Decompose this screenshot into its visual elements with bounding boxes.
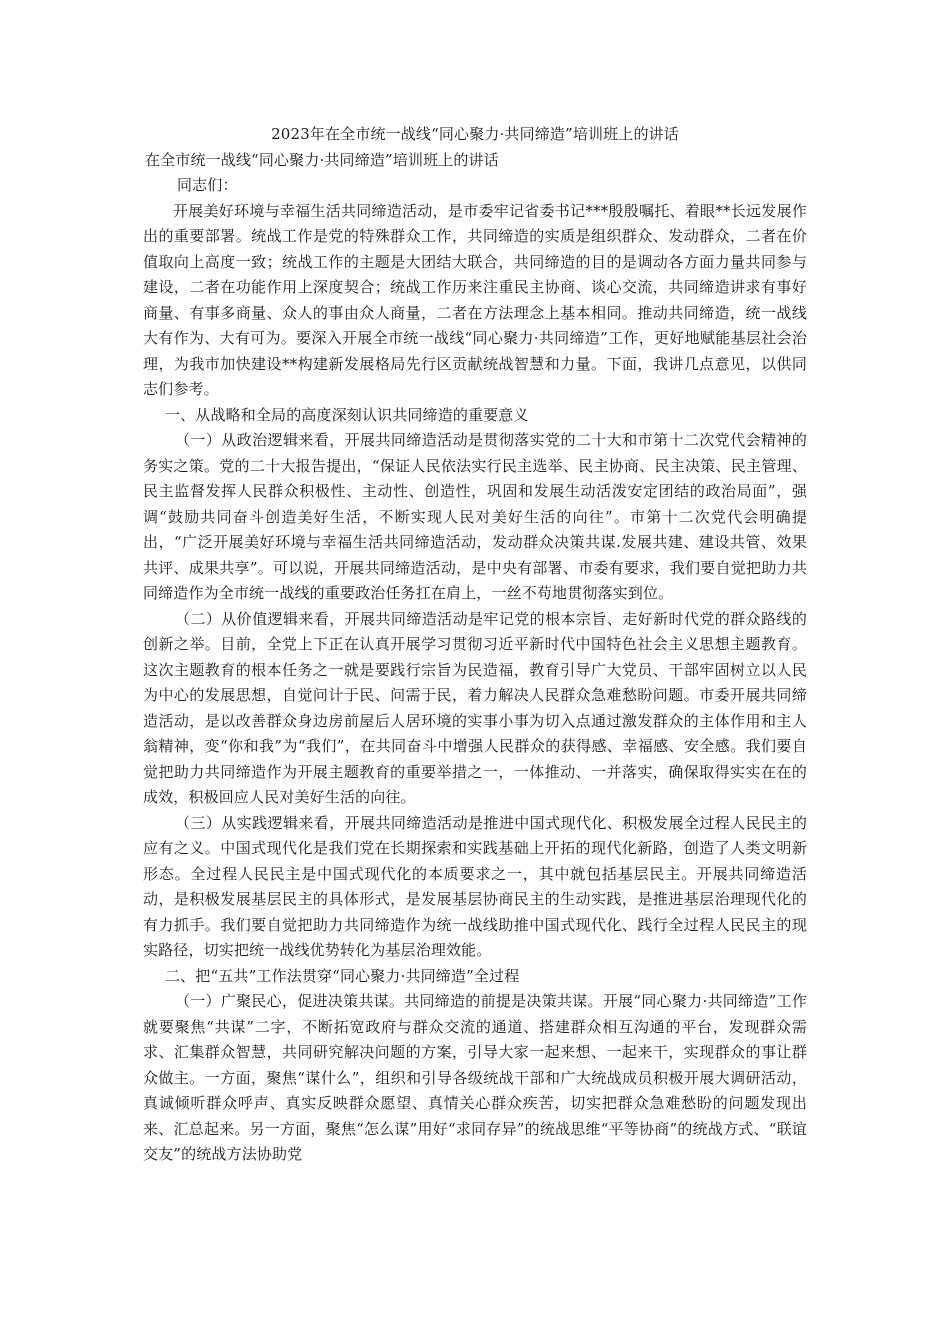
salutation: 同志们： — [177, 176, 238, 194]
section-2-paragraph-1: （一）广聚民心，促进决策共谋。共同缔造的前提是决策共谋。开展“同心聚力·共同缔造”工作就要聚焦“共谋”二字，不断拓宽政府与群众交流的通道、搭建群众相互沟通的平台，发现群众需求、汇集群众智慧，共同研究解决问题的方案，引导大家一起来想、一起来干，实现群众的事让群众做主。一方面，聚焦“谋什么”，组织和引导各级统战干部和广大统战成员积极开展大调研活动，真诚倾听群众呼声、真实反映群众愿望、真情关心群众疾苦，切实把群众急难愁盼的问题发现出来、汇总起来。另一方面，聚焦“怎么谋”用好“求同存异”的统战思维“平等协商”的统战方式、“联谊交友”的统战方法协助党 — [143, 992, 807, 1163]
document-title: 2023年在全市统一战线“同心聚力·共同缔造”培训班上的讲话 — [271, 125, 679, 143]
section-1-heading: 一、从战略和全局的高度深刻认识共同缔造的重要意义 — [165, 405, 529, 424]
section-2-heading: 二、把“五共”工作法贯穿“同心聚力·共同缔造”全过程 — [165, 966, 520, 985]
section-1-paragraph-2: （二）从价值逻辑来看，开展共同缔造活动是牢记党的根本宗旨、走好新时代党的群众路线的创新之举。目前，全党上下正在认真开展学习贯彻习近平新时代中国特色社会主义思想主题教育。这次主题教育的根本任务之一就是要践行宗旨为民造福，教育引导广大党员、干部牢固树立以人民为中心的发展思想，自觉问计于民、问需于民，着力解决人民群众急难愁盼问题。市委开展共同缔造活动，是以改善群众身边房前屋后人居环境的实事小事为切入点通过激发群众的主体作用和主人翁精神，变“你和我”为“我们”，在共同奋斗中增强人民群众的获得感、幸福感、安全感。我们要自觉把助力共同缔造作为开展主题教育的重要举措之一，一体推动、一并落实，确保取得实实在在的成效，积极回应人民对美好生活的向往。 — [143, 609, 807, 806]
document-subtitle: 在全市统一战线“同心聚力·共同缔造”培训班上的讲话 — [145, 150, 499, 169]
section-1-paragraph-3: （三）从实践逻辑来看，开展共同缔造活动是推进中国式现代化、积极发展全过程人民民主的应有之义。中国式现代化是我们党在长期探索和实践基础上开拓的现代化新路，创造了人类文明新形态。全过程人民民主是中国式现代化的本质要求之一，其中就包括基层民主。开展共同缔造活动，是积极发展基层民主的具体形式，是发展基层协商民主的生动实践，是推进基层治理现代化的有力抓手。我们要自觉把助力共同缔造作为统一战线助推中国式现代化、践行全过程人民民主的现实路径，切实把统一战线优势转化为基层治理效能。 — [143, 813, 807, 959]
intro-paragraph: 开展美好环境与幸福生活共同缔造活动，是市委牢记省委书记***殷殷嘱托、着眼**长远发展作出的重要部署。统战工作是党的特殊群众工作，共同缔造的实质是组织群众、发动群众，二者在价值取向上高度一致；统战工作的主题是大团结大联合，共同缔造的目的是调动各方面力量共同参与建设，二者在功能作用上深度契合；统战工作历来注重民主协商、谈心交流，共同缔造讲求有事好商量、有事多商量、众人的事由众人商量，二者在方法理念上基本相同。推动共同缔造，统一战线大有作为、大有可为。要深入开展全市统一战线“同心聚力·共同缔造”工作，更好地赋能基层社会治理，为我市加快建设**构建新发展格局先行区贡献统战智慧和力量。下面，我讲几点意见，以供同志们参考。 — [143, 201, 807, 398]
section-1-paragraph-1: （一）从政治逻辑来看，开展共同缔造活动是贯彻落实党的二十大和市第十二次党代会精神的务实之策。党的二十大报告提出，“保证人民依法实行民主选举、民主协商、民主决策、民主管理、民主监督发挥人民群众积极性、主动性、创造性，巩固和发展生动活泼安定团结的政治局面”，强调“鼓励共同奋斗创造美好生活，不断实现人民对美好生活的向往”。市第十二次党代会明确提出，“广泛开展美好环境与幸福生活共同缔造活动，发动群众决策共谋.发展共建、建设共管、效果共评、成果共享”。可以说，开展共同缔造活动，是中央有部署、市委有要求，我们要自觉把助力共同缔造作为全市统一战线的重要政治任务扛在肩上，一丝不苟地贯彻落实到位。 — [143, 431, 807, 602]
document-body — [143, 122, 807, 1168]
